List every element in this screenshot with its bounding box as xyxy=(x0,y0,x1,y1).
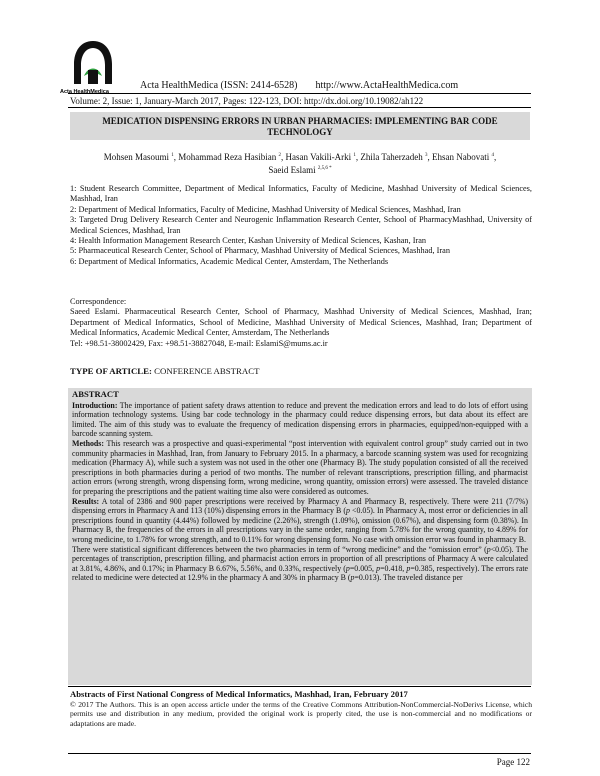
volume-rule xyxy=(68,107,531,108)
affiliation-item: 6: Department of Medical Informatics, Academic Medical Center, Amsterdam, The Netherlands xyxy=(70,256,389,266)
congress-title: Abstracts of First National Congress of Medical Informatics, Mashhad, Iran, February 2017 xyxy=(70,689,408,699)
journal-name: Acta HealthMedica (ISSN: 2414-6528) xyxy=(140,80,298,91)
abstract-introduction: Introduction: The importance of patient safety draws attention to reduce and prevent the medication errors and lead to do lots of effort using information technology systems. Using bar code technology in the pharmacy could reduce dispensing errors, but data about its effect are limited. The aim of this study was to evaluate the frequency of medication dispensing errors in pharmacies, equipped/non-equipped with a barcode scanning system. xyxy=(72,400,528,439)
author: Saeid Eslami xyxy=(268,165,316,175)
header-rule xyxy=(68,93,531,94)
article-type xyxy=(70,366,260,376)
abstract-results: Results: A total of 2386 and 900 paper prescriptions were received by Pharmacy A and Pharmacy B, respectively. There were 211 (7/7%) dispensing errors in Pharmacy A and 113 (10%) dispensing errors in the Pharmacy B (p <0.05). In Pharmacy A, most error or deficiencies in all prescriptions found in quantity (4.44%) followed by medicine (2.26%), strength (1.09%), omission (0.67%), and dispensing form (0.38%). In Pharmacy B, the frequencies of the errors in all prescriptions vary in the same order, ranging from 5.78% for the wrong quantity, to 4.89% for wrong medicine, to 1.78% for wrong strength, and to 0.11% for wrong dispensing form. No case with omission error was found in pharmacy B. xyxy=(72,496,528,544)
correspondence-label: Correspondence: xyxy=(70,297,127,306)
affiliation-item: 4: Health Information Management Research Center, Kashan University of Medical Sciences, Kashan, Iran xyxy=(70,236,427,246)
affiliations xyxy=(70,184,532,267)
correspondence-text: Saeed Eslami. Pharmaceutical Research Center, School of Pharmacy, Mashhad University of Medical Sciences, Mashhad, Iran; Department of Medical Informatics, School of Medicine, Mashhad University of Medical Sciences, Mashhad, Iran; Department of Medical Informatics, Academic Medical Center, Amsterdam, The Netherlands xyxy=(70,307,532,338)
abstract-results-continued: There were statistical significant differences between the two pharmacies in term of “wrong medicine” and the “omission error” (p<0.05). The percentages of transcription, prescription filling, and pharmacist action errors in proportion of all prescriptions of Pharmacy A were calculated at 3.81%, 4.86%, and 0.17%; in Pharmacy B 6.67%, 5.56%, and 0.33%, respectively (p=0.005, p=0.418, p=0.385, respectively). The errors rate related to medicine were detected at 12.9% in the pharmacy A and 30% in pharmacy B (p=0.013). The traveled distance per xyxy=(72,544,529,583)
journal-logo-icon xyxy=(70,38,116,88)
footer-rule xyxy=(68,686,531,687)
abstract-heading: ABSTRACT xyxy=(72,389,119,399)
logo-text: Acta HealthMedica xyxy=(60,89,109,95)
affiliation-item: 2: Department of Medical Informatics, Faculty of Medicine, Mashhad University of Medical Sciences, Mashhad, Iran xyxy=(70,204,461,214)
footer xyxy=(70,689,532,728)
license-text: © 2017 The Authors. This is an open access article under the terms of the Creative Commons Attribution-NonCommercial-NoDerivs License, which permits use and distribution in any medium, provided the original work is properly cited, the use is non-commercial and no modifications or adaptations are made. xyxy=(70,700,532,728)
author: Zhila Taherzadeh xyxy=(360,152,423,162)
author: Hasan Vakili-Arki xyxy=(285,152,352,162)
article-type-label: TYPE OF ARTICLE: xyxy=(70,366,152,376)
article-title xyxy=(70,112,530,140)
page-number: Page 122 xyxy=(496,757,530,767)
title-line-2: TECHNOLOGY xyxy=(267,127,333,137)
author-list: Mohsen Masoumi $^1$, Mohammad Reza Hasibian $^2$, Hasan Vakili-Arki $^1$, Zhila Taherzadeh $^3$, Ehsan Nabovati $^4$, Saeid Eslami $^{2,5,6 *}$ xyxy=(103,152,497,175)
author: Mohammad Reza Hasibian xyxy=(178,152,277,162)
article-type-value: CONFERENCE ABSTRACT xyxy=(154,366,260,376)
affiliation-item: 1: Student Research Committee, Department of Medical Informatics, Faculty of Medicine, Mashhad University of Medical Sciences, Mashhad, Iran xyxy=(70,184,532,204)
journal-url[interactable]: http://www.ActaHealthMedica.com xyxy=(315,80,459,91)
volume-info: Volume: 2, Issue: 1, January-March 2017, Pages: 122-123, DOI: http://dx.doi.org/10.19082/ah122 xyxy=(70,96,424,106)
abstract-box xyxy=(68,388,532,685)
author: Ehsan Nabovati xyxy=(432,152,490,162)
page-rule xyxy=(68,753,531,754)
correspondence-contact: Tel: +98.51-38002429, Fax: +98.51-38827048, E-mail: EslamiS@mums.ac.ir xyxy=(70,338,328,348)
author: Mohsen Masoumi xyxy=(103,152,170,162)
journal-header xyxy=(140,80,458,91)
affiliation-item: 5: Pharmaceutical Research Center, School of Pharmacy, Mashhad University of Medical Sciences, Mashhad, Iran xyxy=(70,246,450,256)
title-line-1: MEDICATION DISPENSING ERRORS IN URBAN PHARMACIES: IMPLEMENTING BAR CODE xyxy=(102,116,498,126)
affiliation-item: 3: Targeted Drug Delivery Research Center and Neurogenic Inflammation Research Center, School of PharmacyMashhad, University of Medical Sciences, Mashhad, Iran xyxy=(70,215,532,235)
abstract-methods: Methods: This research was a prospective and quasi-experimental “post intervention with equivalent control group” study carried out in two community pharmacies in Mashhad, Iran, from January to February 2015. In a pharmacy, a barcode scanning system was used for recognizing medication (Pharmacy A), while such a system was not used in the other one (Pharmacy B). The study population consisted of all the received prescriptions in both pharmacies during a period of two months. The number of relevant transcriptions, prescription filling, and pharmacist action errors (wrong strength, wrong dispensing form, wrong medicine, wrong quantity, omission errors) were assessed. The traveled distance for preparing the prescriptions and the patient waiting time also were considered as outcomes. xyxy=(72,438,528,496)
correspondence xyxy=(70,297,532,349)
